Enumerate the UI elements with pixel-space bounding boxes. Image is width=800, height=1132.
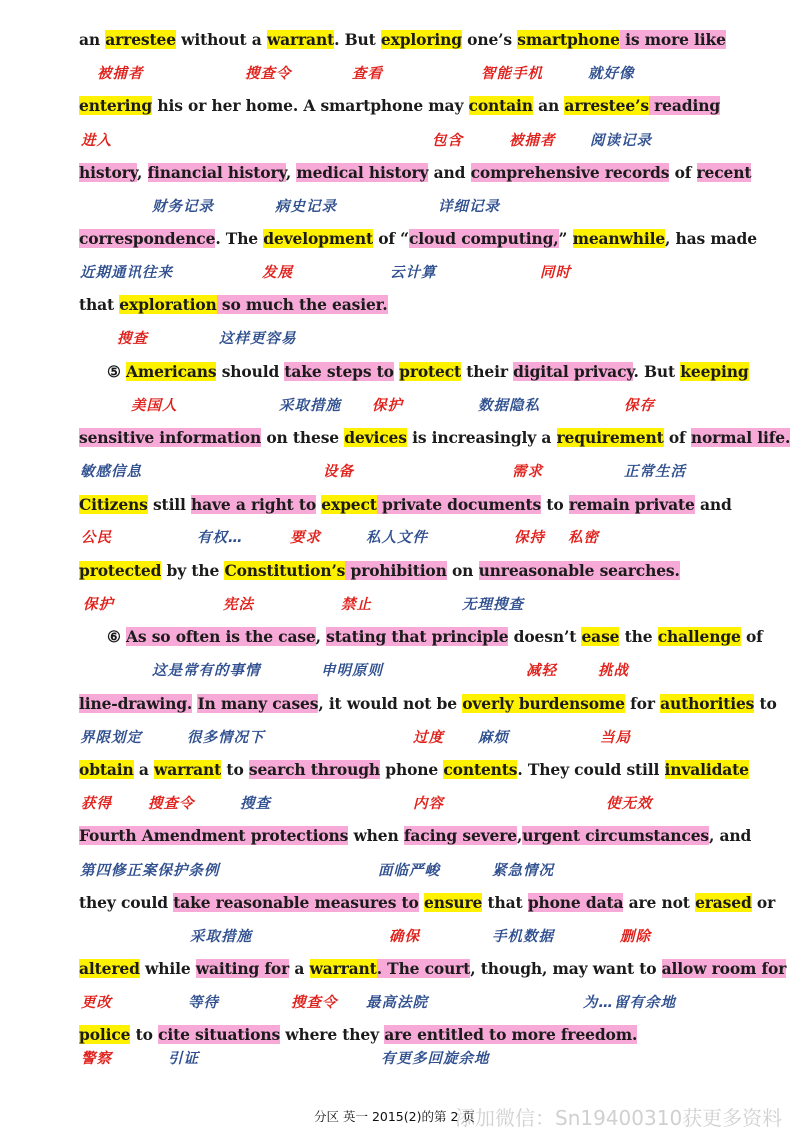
gloss-annotation: 这是常有的事情 <box>152 663 261 679</box>
text-segment: or <box>751 893 776 912</box>
text-segment: for <box>624 694 661 713</box>
highlighted-phrase: cloud computing, <box>408 229 559 248</box>
text-line <box>79 888 775 918</box>
highlighted-phrase: unreasonable searches. <box>478 561 680 580</box>
gloss-annotation: 申明原则 <box>321 663 383 679</box>
highlighted-phrase: take reasonable measures to <box>173 893 419 912</box>
highlighted-phrase: is more like <box>619 30 726 49</box>
gloss-annotation: 有权… <box>197 530 244 546</box>
highlighted-phrase: requirement <box>556 428 664 447</box>
text-segment: to <box>754 694 777 713</box>
gloss-annotation: 宪法 <box>223 597 254 613</box>
highlighted-phrase: Americans <box>126 362 217 381</box>
text-segment: while <box>139 959 196 978</box>
highlighted-phrase: ease <box>581 627 620 646</box>
text-segment: of <box>669 163 697 182</box>
gloss-annotation: 保护 <box>372 398 403 414</box>
gloss-annotation: 搜查令 <box>291 995 338 1011</box>
text-segment: . The <box>215 229 264 248</box>
gloss-annotation: 正常生活 <box>624 464 686 480</box>
gloss-annotation: 采取措施 <box>279 398 341 414</box>
text-segment: to <box>130 1025 159 1044</box>
gloss-annotation: 搜查 <box>240 796 271 812</box>
gloss-annotation: 详细记录 <box>438 199 500 215</box>
text-segment: by the <box>161 561 225 580</box>
gloss-annotation: 麻烦 <box>478 730 509 746</box>
gloss-annotation: 最高法院 <box>366 995 428 1011</box>
text-segment: are not <box>623 893 696 912</box>
text-line <box>79 423 790 453</box>
text-segment: his or her home. A smartphone may <box>152 96 469 115</box>
highlighted-phrase: facing severe <box>403 826 517 845</box>
text-segment: . They could still <box>517 760 665 779</box>
text-segment: ⑥ <box>107 627 126 646</box>
text-segment: , <box>285 163 297 182</box>
highlighted-phrase: authorities <box>660 694 755 713</box>
gloss-annotation: 进入 <box>81 133 112 149</box>
highlighted-phrase: so much the easier. <box>216 295 388 314</box>
text-line <box>79 1020 637 1050</box>
highlighted-phrase: ensure <box>424 893 483 912</box>
highlighted-phrase: cite situations <box>158 1025 281 1044</box>
gloss-annotation: 过度 <box>413 730 444 746</box>
gloss-annotation: 无理搜查 <box>462 597 524 613</box>
text-segment: still <box>147 495 192 514</box>
text-segment: an <box>532 96 565 115</box>
highlighted-phrase: As so often is the case <box>126 627 316 646</box>
text-segment: their <box>461 362 514 381</box>
gloss-annotation: 敏感信息 <box>80 464 142 480</box>
gloss-annotation: 设备 <box>323 464 354 480</box>
gloss-annotation: 面临严峻 <box>378 863 440 879</box>
highlighted-phrase: arrestee’s <box>564 96 649 115</box>
gloss-annotation: 这样更容易 <box>219 331 297 347</box>
gloss-annotation: 很多情况下 <box>187 730 265 746</box>
highlighted-phrase: financial history <box>147 163 286 182</box>
gloss-annotation: 更改 <box>81 995 112 1011</box>
highlighted-phrase: invalidate <box>664 760 749 779</box>
text-line <box>79 158 751 188</box>
highlighted-phrase: correspondence <box>79 229 216 248</box>
text-line <box>79 556 680 586</box>
gloss-annotation: 智能手机 <box>481 66 543 82</box>
highlighted-phrase: overly burdensome <box>462 694 625 713</box>
text-segment: that <box>482 893 528 912</box>
text-segment: , <box>516 826 523 845</box>
gloss-annotation: 等待 <box>188 995 219 1011</box>
highlighted-phrase: smartphone <box>517 30 620 49</box>
watermark-text: 添加微信：Sn19400310获更多资料 <box>455 1106 783 1130</box>
gloss-annotation: 紧急情况 <box>492 863 554 879</box>
highlighted-phrase: history <box>79 163 138 182</box>
text-line <box>79 25 726 55</box>
gloss-annotation: 查看 <box>352 66 383 82</box>
highlighted-phrase: . The court <box>376 959 471 978</box>
highlighted-phrase: reading <box>648 96 721 115</box>
text-segment: . But <box>633 362 681 381</box>
gloss-annotation: 警察 <box>81 1051 112 1067</box>
gloss-annotation: 为…留有余地 <box>583 995 676 1011</box>
gloss-annotation: 近期通讯往来 <box>80 265 173 281</box>
text-segment: , <box>137 163 148 182</box>
gloss-annotation: 发展 <box>262 265 293 281</box>
highlighted-phrase: digital privacy <box>513 362 634 381</box>
highlighted-phrase: exploration <box>119 295 217 314</box>
gloss-annotation: 减轻 <box>526 663 557 679</box>
text-line <box>79 821 751 851</box>
gloss-annotation: 第四修正案保护条例 <box>80 863 220 879</box>
text-segment: the <box>619 627 658 646</box>
gloss-annotation: 有更多回旋余地 <box>381 1051 490 1067</box>
text-segment: where they <box>280 1025 385 1044</box>
text-segment: ” <box>558 229 573 248</box>
text-line <box>79 357 749 387</box>
gloss-annotation: 采取措施 <box>190 929 252 945</box>
highlighted-phrase: protected <box>79 561 162 580</box>
text-segment: of <box>740 627 763 646</box>
gloss-annotation: 同时 <box>540 265 571 281</box>
text-segment: a <box>133 760 155 779</box>
highlighted-phrase: contents <box>443 760 518 779</box>
gloss-annotation: 保持 <box>514 530 545 546</box>
highlighted-phrase: have a right to <box>191 495 317 514</box>
highlighted-phrase: are entitled to more freedom. <box>384 1025 638 1044</box>
text-segment: , <box>315 627 327 646</box>
gloss-annotation: 搜查 <box>117 331 148 347</box>
text-segment: that <box>79 295 120 314</box>
highlighted-phrase: private documents <box>376 495 542 514</box>
gloss-annotation: 确保 <box>389 929 420 945</box>
text-line <box>79 954 786 984</box>
gloss-annotation: 病史记录 <box>275 199 337 215</box>
highlighted-phrase: recent <box>696 163 752 182</box>
text-segment: one’s <box>461 30 518 49</box>
highlighted-phrase: comprehensive records <box>470 163 670 182</box>
highlighted-phrase: Fourth Amendment protections <box>79 826 349 845</box>
highlighted-phrase: sensitive information <box>79 428 262 447</box>
highlighted-phrase: prohibition <box>345 561 447 580</box>
gloss-annotation: 禁止 <box>341 597 372 613</box>
highlighted-phrase: search through <box>248 760 381 779</box>
gloss-annotation: 搜查令 <box>148 796 195 812</box>
highlighted-phrase: line-drawing. <box>79 694 193 713</box>
gloss-annotation: 引证 <box>168 1051 199 1067</box>
highlighted-phrase: obtain <box>79 760 134 779</box>
gloss-annotation: 被捕者 <box>509 133 556 149</box>
text-segment: and <box>428 163 471 182</box>
gloss-annotation: 被捕者 <box>97 66 144 82</box>
highlighted-phrase: erased <box>695 893 752 912</box>
highlighted-phrase: take steps to <box>284 362 394 381</box>
text-segment: of “ <box>372 229 409 248</box>
gloss-annotation: 公民 <box>81 530 112 546</box>
text-segment: on these <box>261 428 345 447</box>
highlighted-phrase: challenge <box>657 627 741 646</box>
highlighted-phrase: remain private <box>568 495 695 514</box>
gloss-annotation: 需求 <box>512 464 543 480</box>
gloss-annotation: 搜查令 <box>245 66 292 82</box>
gloss-annotation: 要求 <box>290 530 321 546</box>
gloss-annotation: 挑战 <box>598 663 629 679</box>
highlighted-phrase: development <box>263 229 373 248</box>
highlighted-phrase: exploring <box>380 30 462 49</box>
highlighted-phrase: protect <box>399 362 462 381</box>
gloss-annotation: 手机数据 <box>492 929 554 945</box>
highlighted-phrase: warrant <box>266 30 335 49</box>
text-segment: an <box>79 30 106 49</box>
gloss-annotation: 就好像 <box>588 66 635 82</box>
text-segment: , and <box>709 826 752 845</box>
text-line <box>79 490 732 520</box>
gloss-annotation: 获得 <box>81 796 112 812</box>
gloss-annotation: 删除 <box>620 929 651 945</box>
gloss-annotation: 包含 <box>432 133 463 149</box>
highlighted-phrase: warrant <box>154 760 222 779</box>
highlighted-phrase: entering <box>79 96 153 115</box>
gloss-annotation: 私密 <box>568 530 599 546</box>
text-segment: , it would not be <box>318 694 463 713</box>
text-segment: is increasingly a <box>406 428 557 447</box>
gloss-annotation: 保护 <box>83 597 114 613</box>
gloss-annotation: 财务记录 <box>152 199 214 215</box>
gloss-annotation: 内容 <box>413 796 444 812</box>
text-line <box>79 290 388 320</box>
text-segment: phone <box>380 760 444 779</box>
text-segment: of <box>663 428 691 447</box>
highlighted-phrase: normal life. <box>690 428 791 447</box>
highlighted-phrase: keeping <box>680 362 749 381</box>
gloss-annotation: 保存 <box>624 398 655 414</box>
highlighted-phrase: contain <box>468 96 533 115</box>
text-segment: , has made <box>665 229 757 248</box>
text-segment: to <box>221 760 249 779</box>
text-segment: without a <box>175 30 267 49</box>
text-line <box>79 622 763 652</box>
text-segment: should <box>216 362 285 381</box>
highlighted-phrase: In many cases <box>197 694 319 713</box>
text-segment: on <box>446 561 479 580</box>
highlighted-phrase: arrestee <box>105 30 176 49</box>
text-segment: they could <box>79 893 174 912</box>
gloss-annotation: 数据隐私 <box>478 398 540 414</box>
text-line <box>79 91 720 121</box>
gloss-annotation: 阅读记录 <box>590 133 652 149</box>
gloss-annotation: 当局 <box>600 730 631 746</box>
text-segment: and <box>694 495 732 514</box>
highlighted-phrase: Citizens <box>79 495 148 514</box>
highlighted-phrase: waiting for <box>195 959 290 978</box>
highlighted-phrase: expect <box>321 495 377 514</box>
highlighted-phrase: warrant <box>309 959 377 978</box>
text-segment: doesn’t <box>508 627 582 646</box>
highlighted-phrase: meanwhile <box>572 229 666 248</box>
highlighted-phrase: police <box>79 1025 131 1044</box>
gloss-annotation: 美国人 <box>131 398 178 414</box>
gloss-annotation: 云计算 <box>390 265 437 281</box>
text-line <box>79 689 777 719</box>
highlighted-phrase: devices <box>344 428 407 447</box>
text-segment: . But <box>334 30 381 49</box>
highlighted-phrase: urgent circumstances <box>522 826 709 845</box>
text-segment: , though, may want to <box>470 959 662 978</box>
gloss-annotation: 界限划定 <box>80 730 142 746</box>
gloss-annotation: 私人文件 <box>366 530 428 546</box>
text-segment: a <box>289 959 310 978</box>
text-line <box>79 224 757 254</box>
highlighted-phrase: allow room for <box>661 959 787 978</box>
page-footer: 分区 英一 2015(2)的第 2 页 <box>314 1109 475 1124</box>
highlighted-phrase: altered <box>79 959 140 978</box>
highlighted-phrase: phone data <box>527 893 624 912</box>
gloss-annotation: 使无效 <box>606 796 653 812</box>
highlighted-phrase: medical history <box>296 163 429 182</box>
text-segment: to <box>541 495 569 514</box>
highlighted-phrase: Constitution’s <box>224 561 346 580</box>
text-segment: ⑤ <box>107 362 126 381</box>
text-segment: when <box>348 826 404 845</box>
highlighted-phrase: stating that principle <box>326 627 509 646</box>
text-line <box>79 755 749 785</box>
